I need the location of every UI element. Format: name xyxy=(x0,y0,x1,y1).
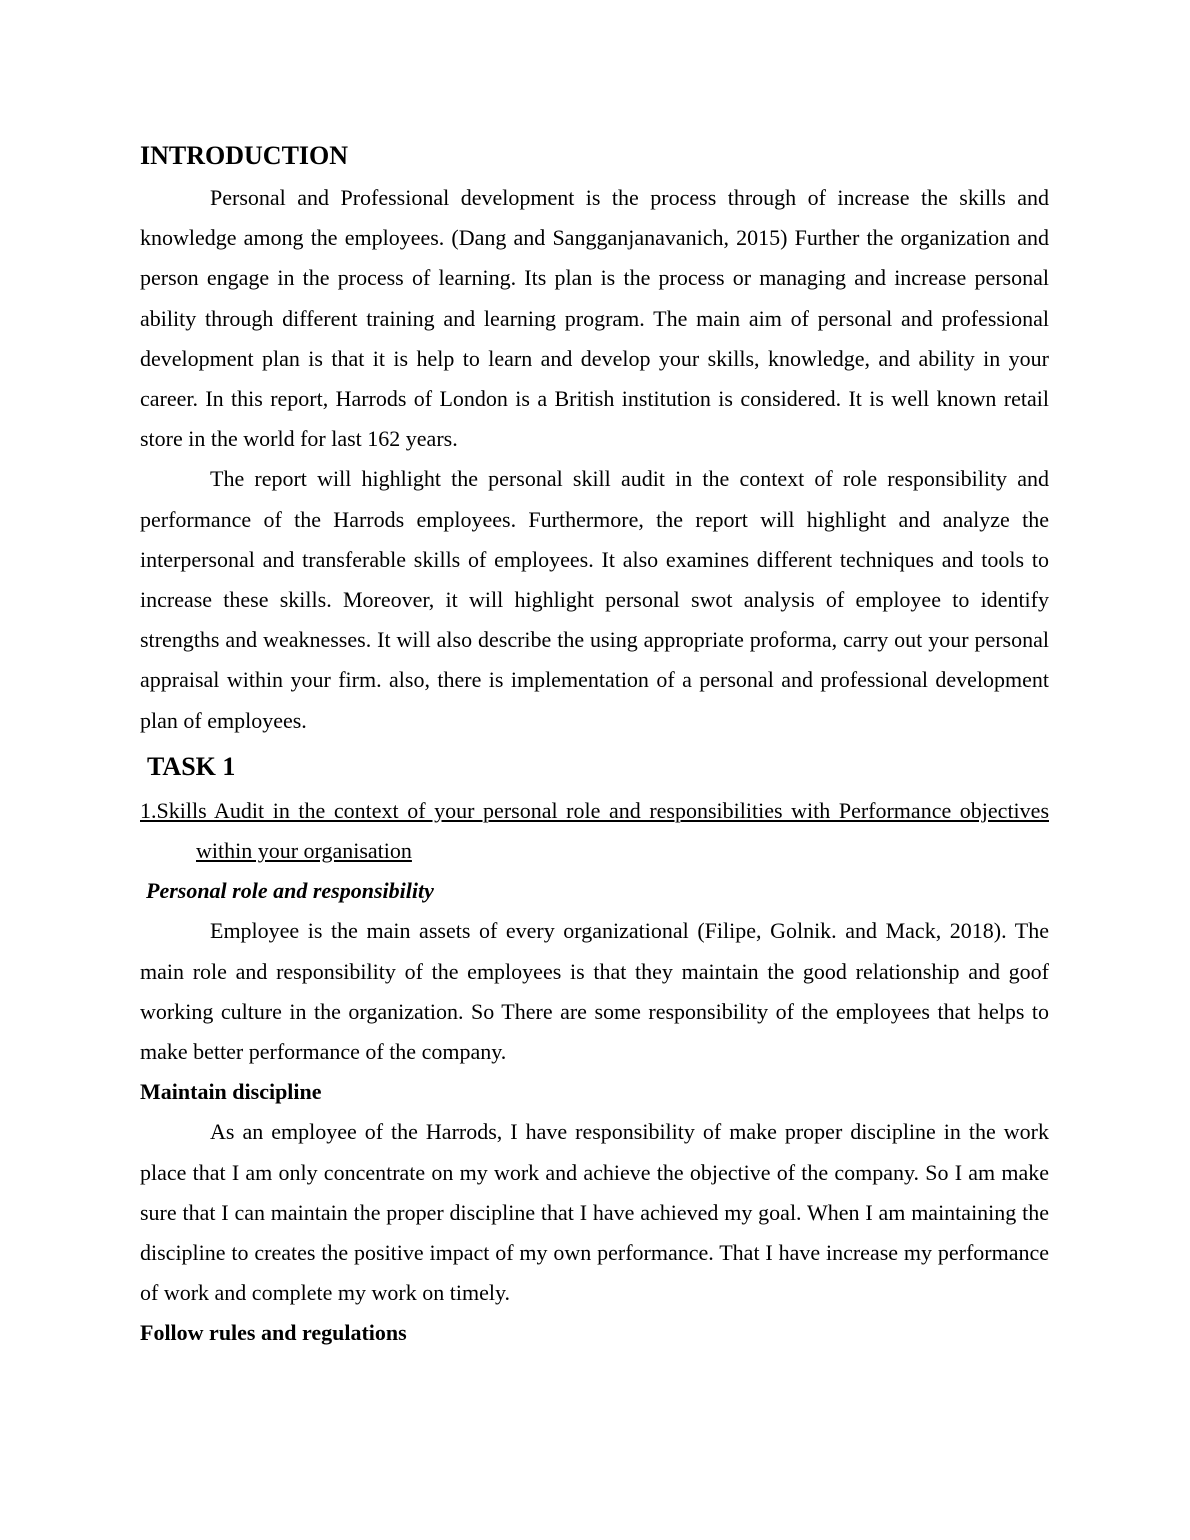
audit-heading: 1.Skills Audit in the context of your personal role and responsibilities with Performance objectives within your organisation xyxy=(140,797,1049,864)
discipline-paragraph: As an employee of the Harrods, I have responsibility of make proper discipline in the work place that I am only concentrate on my work and achieve the objective of the company. So I am make sure that I can maintain the proper discipline that I have achieved my goal. When I am maintaining the discipline to creates the positive impact of my own performance. That I have increase my performance of work and complete my work on timely. xyxy=(140,1119,1049,1306)
document-page xyxy=(140,140,1049,1354)
role-paragraph: Employee is the main assets of every organizational (Filipe, Golnik. and Mack, 2018). The main role and responsibility of the employees is that they maintain the good relationship and goof working culture in the organization. So There are some responsibility of the employees that helps to make better performance of the company. xyxy=(140,918,1049,1065)
intro-paragraph-1: Personal and Professional development is the process through of increase the skills and knowledge among the employees. (Dang and Sangganjanavanich, 2015) Further the organization and person engage in the process of learning. Its plan is the process or managing and increase personal ability through different training and learning program. The main aim of personal and professional development plan is that it is help to learn and develop your skills, knowledge, and ability in your career. In this report, Harrods of London is a British institution is considered. It is well known retail store in the world for last 162 years. xyxy=(140,185,1049,452)
intro-heading: INTRODUCTION xyxy=(140,141,349,170)
intro-paragraph-2: The report will highlight the personal skill audit in the context of role responsibility and performance of the Harrods employees. Furthermore, the report will highlight and analyze the interpersonal and transferable skills of employees. It also examines different techniques and tools to increase these skills. Moreover, it will highlight personal swot analysis of employee to identify strengths and weaknesses. It will also describe the using appropriate proforma, carry out your personal appraisal within your firm. also, there is implementation of a personal and professional development plan of employees. xyxy=(140,466,1049,733)
task-heading: TASK 1 xyxy=(147,751,236,781)
discipline-heading: Maintain discipline xyxy=(140,1079,322,1105)
role-heading: Personal role and responsibility xyxy=(146,878,434,904)
rules-heading: Follow rules and regulations xyxy=(140,1320,407,1346)
